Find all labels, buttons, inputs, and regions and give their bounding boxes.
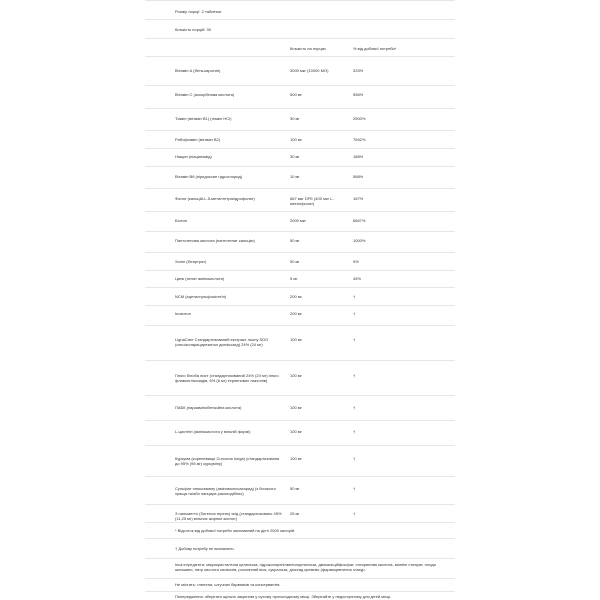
nutrient-daily-value: † xyxy=(353,429,356,434)
nutrient-daily-value: 7692% xyxy=(353,137,366,142)
nutrient-amount: 100 мг xyxy=(290,337,302,342)
table-rule xyxy=(145,108,455,109)
nutrient-name: Тіамін (вітамін В1) (тіамін HCl) xyxy=(175,116,232,121)
table-rule xyxy=(145,504,455,505)
table-rule xyxy=(145,476,455,477)
table-rule xyxy=(145,56,455,57)
nutrient-name: Цинк (хелат амінокислоти) xyxy=(175,276,225,281)
nutrient-name: L-цистеїн (амінокислота у вільній формі) xyxy=(175,429,251,434)
nutrient-daily-value: † xyxy=(353,337,356,342)
nutrient-amount: 200 мг xyxy=(290,311,302,316)
nutrient-amount: 100 мг xyxy=(290,456,302,461)
nutrient-amount: 50 мг xyxy=(290,259,300,264)
nutrient-amount: 100 мг xyxy=(290,137,302,142)
nutrient-name: Фолат (кальцій-L-5-метилтетрагідрофолат) xyxy=(175,196,255,201)
nutrient-daily-value: † xyxy=(353,405,356,410)
table-rule xyxy=(145,538,455,539)
nutrient-daily-value: † xyxy=(353,373,356,378)
serving-size: Розмір порції: 2 таблетки xyxy=(175,9,222,14)
nutrient-name: NCM (ацетилгульфокістеїн) xyxy=(175,294,227,299)
table-rule xyxy=(145,166,455,167)
nutrient-name: З пальметто (Serenoa repens) ягід (стандартизовано 45% (11,25 мг) вільних жирних кислот) xyxy=(175,511,282,521)
footnote-dv: * Відсоток від добової потреби заснований на дієті 2000 калорій. xyxy=(175,528,296,533)
nutrient-name: Вітамін А (бета-каротин) xyxy=(175,68,221,73)
supplement-facts-sheet xyxy=(145,0,455,600)
table-rule xyxy=(145,591,455,592)
table-rule xyxy=(145,0,455,1)
table-rule xyxy=(145,252,455,253)
nutrient-daily-value: 1000% xyxy=(353,238,366,243)
table-rule xyxy=(145,558,455,559)
header-amount: Кількість на порцію xyxy=(290,46,326,51)
other-ingredients: Інші інгредієнти: мікрокристалічна целюлоза, гідроксипропілметилцелюлоза, двокальційфосфат, стеаринова кислота, магнію стеарат, плоди шипшини, натр кислоти силікатів, рослинний віск, сукралоза, діоксид кремнію (фармацевтична глазур. xyxy=(175,562,436,572)
storage-warning: Попередження: зберігати щільно закритим у сухому прохолодному місці. Зберігайте у недоступному для дітей місці. xyxy=(175,594,392,599)
table-rule xyxy=(145,578,455,579)
nutrient-amount: 30 мг xyxy=(290,116,300,121)
footnote-not-established: † Добову потребу не визначено. xyxy=(175,546,235,551)
nutrient-daily-value: 188% xyxy=(353,154,364,159)
nutrient-daily-value: † xyxy=(353,511,356,516)
nutrient-amount: 5 мг xyxy=(290,276,298,281)
nutrient-name: Рибофлавін (вітамін В2) xyxy=(175,137,221,142)
table-rule xyxy=(145,38,455,39)
free-from: Не містить: глютена, штучних барвників та консервантів. xyxy=(175,582,281,587)
nutrient-name: Куркума (кореневище Curcuma longa) (стандартизована до 95% (95 мг) куркуміну) xyxy=(175,456,280,466)
nutrient-daily-value: † xyxy=(353,456,356,461)
table-rule xyxy=(145,231,455,232)
table-rule xyxy=(145,130,455,131)
nutrient-amount: 100 мг xyxy=(290,373,302,378)
table-rule xyxy=(145,522,455,523)
table-rule xyxy=(145,305,455,306)
servings-per-container: Кількість порцій: 30 xyxy=(175,27,212,32)
nutrient-daily-value: 9% xyxy=(353,259,359,264)
nutrient-amount: 30 мг xyxy=(290,154,300,159)
nutrient-name: Ніацин (ніацинамід) xyxy=(175,154,212,159)
nutrient-name: Інозитол xyxy=(175,311,191,316)
table-rule xyxy=(145,188,455,189)
nutrient-amount: 50 мг xyxy=(290,486,300,491)
nutrient-daily-value: 167% xyxy=(353,196,364,201)
nutrient-daily-value: 556% xyxy=(353,92,364,97)
nutrient-amount: 2000 мкг xyxy=(290,218,306,223)
nutrient-name: Вітамін С (аскорбінова кислота) xyxy=(175,92,235,97)
nutrient-name: Сульфат глюкозаміну (аміномоносахарид) (з бичачого хряща та/або панцира ракоподібних) xyxy=(175,486,276,496)
table-rule xyxy=(145,211,455,212)
nutrient-name: Вітамін В6 (піридоксин гідрохлорид) xyxy=(175,174,243,179)
nutrient-name: Холін (бітартрат) xyxy=(175,259,207,264)
nutrient-daily-value: † xyxy=(353,311,356,316)
table-rule xyxy=(145,445,455,446)
nutrient-name: LignaCare Стандартизований екстракт льону SDG (секоізоларицирезинол диглікозид) 24% (24 мг) xyxy=(175,337,269,347)
header-daily-value: % від добової потреби* xyxy=(353,46,397,51)
nutrient-daily-value: 333% xyxy=(353,68,364,73)
nutrient-amount: 200 мг xyxy=(290,294,302,299)
table-rule xyxy=(145,287,455,288)
table-rule xyxy=(145,85,455,86)
table-rule xyxy=(145,395,455,396)
table-rule xyxy=(145,360,455,361)
nutrient-daily-value: 2500% xyxy=(353,116,366,121)
nutrient-amount: 25 мг xyxy=(290,511,300,516)
table-rule xyxy=(145,420,455,421)
nutrient-name: Біотин xyxy=(175,218,187,223)
nutrient-daily-value: 588% xyxy=(353,174,364,179)
nutrient-name: ПАБК (параамінобензойна кислота) xyxy=(175,405,242,410)
nutrient-amount: 500 мг xyxy=(290,92,302,97)
table-rule xyxy=(145,19,455,20)
nutrient-amount: 667 мкг DFE (400 мкг L-метилфолат) xyxy=(290,196,334,206)
nutrient-daily-value: 45% xyxy=(353,276,362,281)
nutrient-amount: 100 мг xyxy=(290,405,302,410)
nutrient-daily-value: † xyxy=(353,294,356,299)
nutrient-amount: 100 мг xyxy=(290,429,302,434)
nutrient-daily-value: 6667% xyxy=(353,218,366,223)
nutrient-name: Пантотенова кислота (пантотенат кальцію) xyxy=(175,238,255,243)
nutrient-amount: 10 мг xyxy=(290,174,300,179)
table-rule xyxy=(145,148,455,149)
table-rule xyxy=(145,270,455,271)
nutrient-amount: 50 мг xyxy=(290,238,300,243)
nutrient-amount: 3000 мкг (10000 МО) xyxy=(290,68,329,73)
nutrient-name: Гінкго білоба лист (стандартизований 24% (24 мг) гінкго флавонглікозидів, 6% (6 мг) терпенових лактонів) xyxy=(175,373,279,383)
table-rule xyxy=(145,325,455,326)
nutrient-daily-value: † xyxy=(353,486,356,491)
